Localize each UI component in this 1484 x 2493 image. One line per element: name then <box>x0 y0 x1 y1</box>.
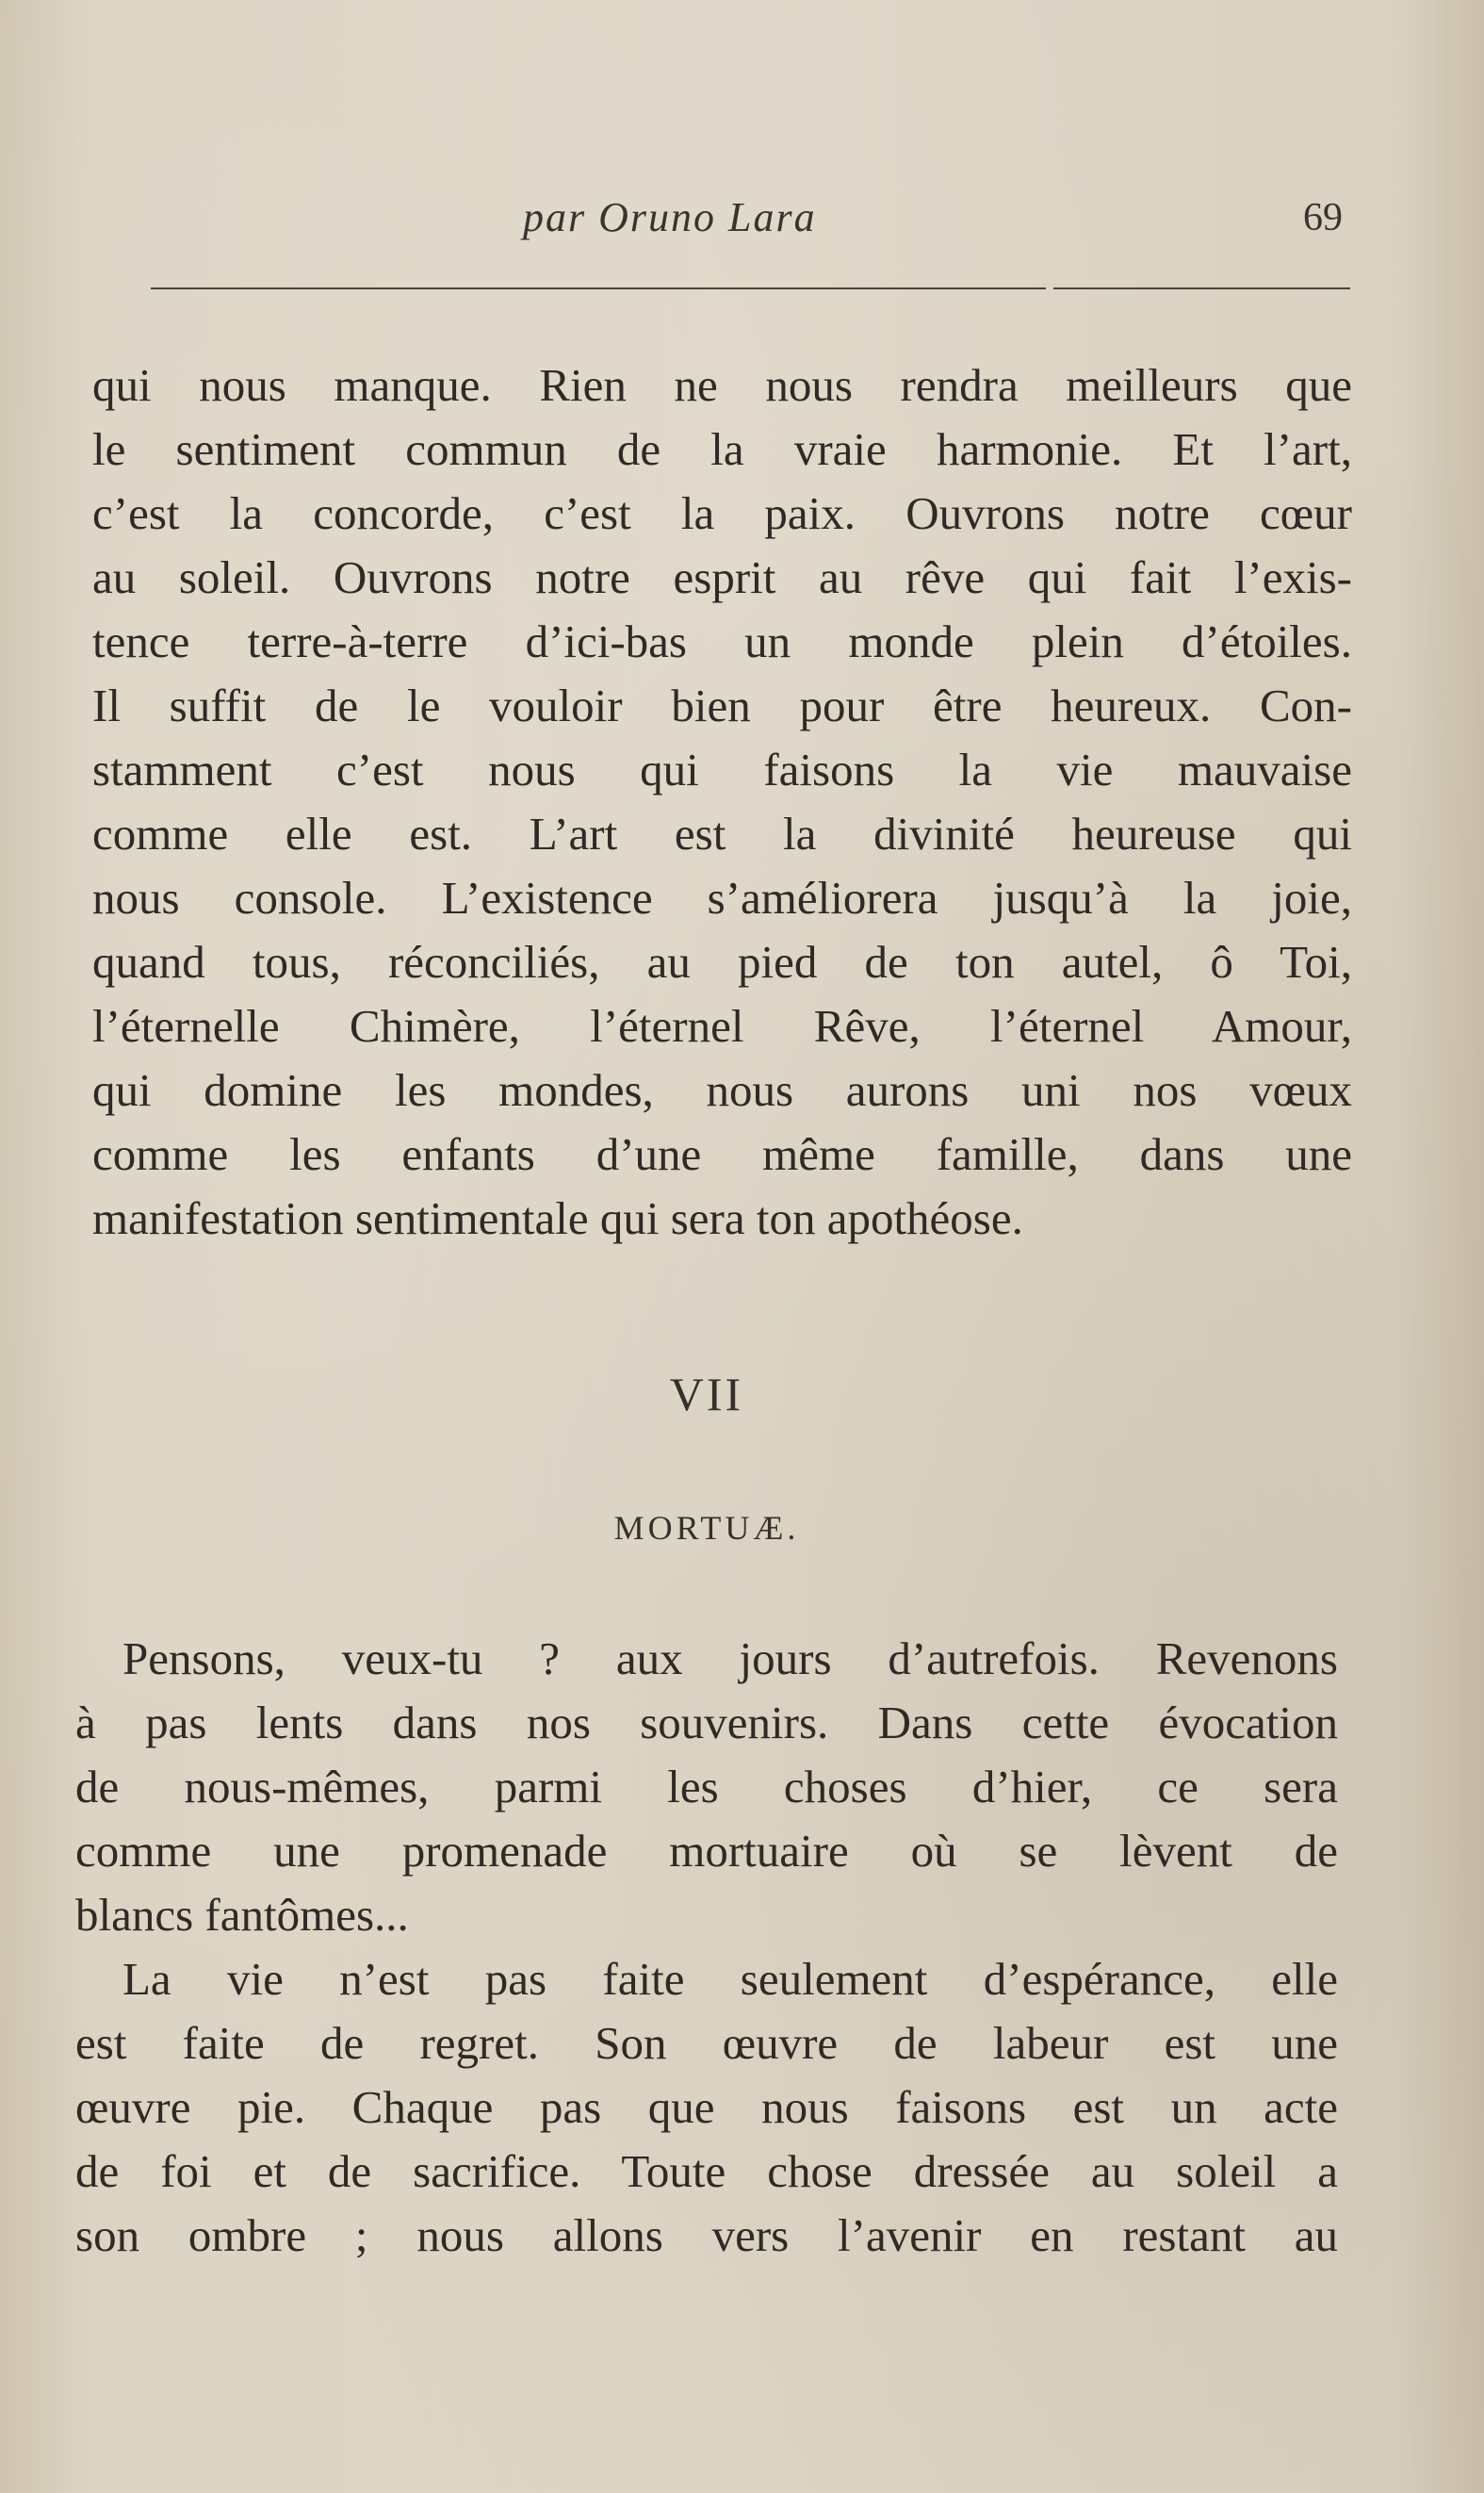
header-rule-right <box>1053 287 1350 289</box>
chapter-number: VII <box>669 1368 744 1420</box>
text-line: c’est la concorde, c’est la paix. Ouvrons notre cœur <box>92 487 1352 539</box>
text-line: quand tous, réconciliés, au pied de ton autel, ô Toi, <box>92 936 1352 988</box>
text-line: comme une promenade mortuaire où se lèvent de <box>75 1825 1338 1877</box>
running-header <box>0 193 1484 259</box>
text-line: est faite de regret. Son œuvre de labeur est une <box>75 2017 1338 2069</box>
text-line: œuvre pie. Chaque pas que nous faisons est un acte <box>75 2081 1338 2133</box>
text-line: Il suffit de le vouloir bien pour être heureux. Con- <box>92 680 1352 731</box>
page-number: 69 <box>1303 196 1343 239</box>
text-line: blancs fantômes... <box>75 1889 409 1941</box>
text-line: qui domine les mondes, nous aurons uni nos vœux <box>92 1064 1352 1116</box>
text-line: tence terre-à-terre d’ici-bas un monde plein d’étoiles. <box>92 615 1352 667</box>
text-line: son ombre ; nous allons vers l’avenir en restant au <box>75 2209 1338 2261</box>
text-line: Pensons, veux-tu ? aux jours d’autrefois. Revenons <box>122 1632 1338 1684</box>
running-title: par Oruno Lara <box>523 194 817 240</box>
header-rule-left <box>151 287 1046 289</box>
chapter-title: MORTUÆ. <box>613 1509 800 1547</box>
text-line: comme les enfants d’une même famille, dans une <box>92 1128 1352 1180</box>
text-line: de nous-mêmes, parmi les choses d’hier, ce sera <box>75 1761 1338 1812</box>
text-line: comme elle est. L’art est la divinité heureuse qui <box>92 808 1352 860</box>
chapter-body <box>75 1627 1338 2268</box>
text-line: La vie n’est pas faite seulement d’espérance, elle <box>122 1953 1338 2005</box>
text-line: nous console. L’existence s’améliorera jusqu’à la joie, <box>92 872 1352 924</box>
text-line: de foi et de sacrifice. Toute chose dressée au soleil a <box>75 2145 1338 2197</box>
text-line: stamment c’est nous qui faisons la vie mauvaise <box>92 744 1352 795</box>
paragraph-continued <box>92 353 1352 1251</box>
text-line: manifestation sentimentale qui sera ton apothéose. <box>92 1192 1023 1244</box>
text-line: au soleil. Ouvrons notre esprit au rêve qui fait l’exis- <box>92 551 1352 603</box>
text-line: qui nous manque. Rien ne nous rendra meilleurs que <box>92 359 1352 411</box>
text-line: le sentiment commun de la vraie harmonie. Et l’art, <box>92 423 1352 475</box>
text-line: l’éternelle Chimère, l’éternel Rêve, l’éternel Amour, <box>92 1000 1352 1052</box>
text-line: à pas lents dans nos souvenirs. Dans cette évocation <box>75 1697 1338 1748</box>
